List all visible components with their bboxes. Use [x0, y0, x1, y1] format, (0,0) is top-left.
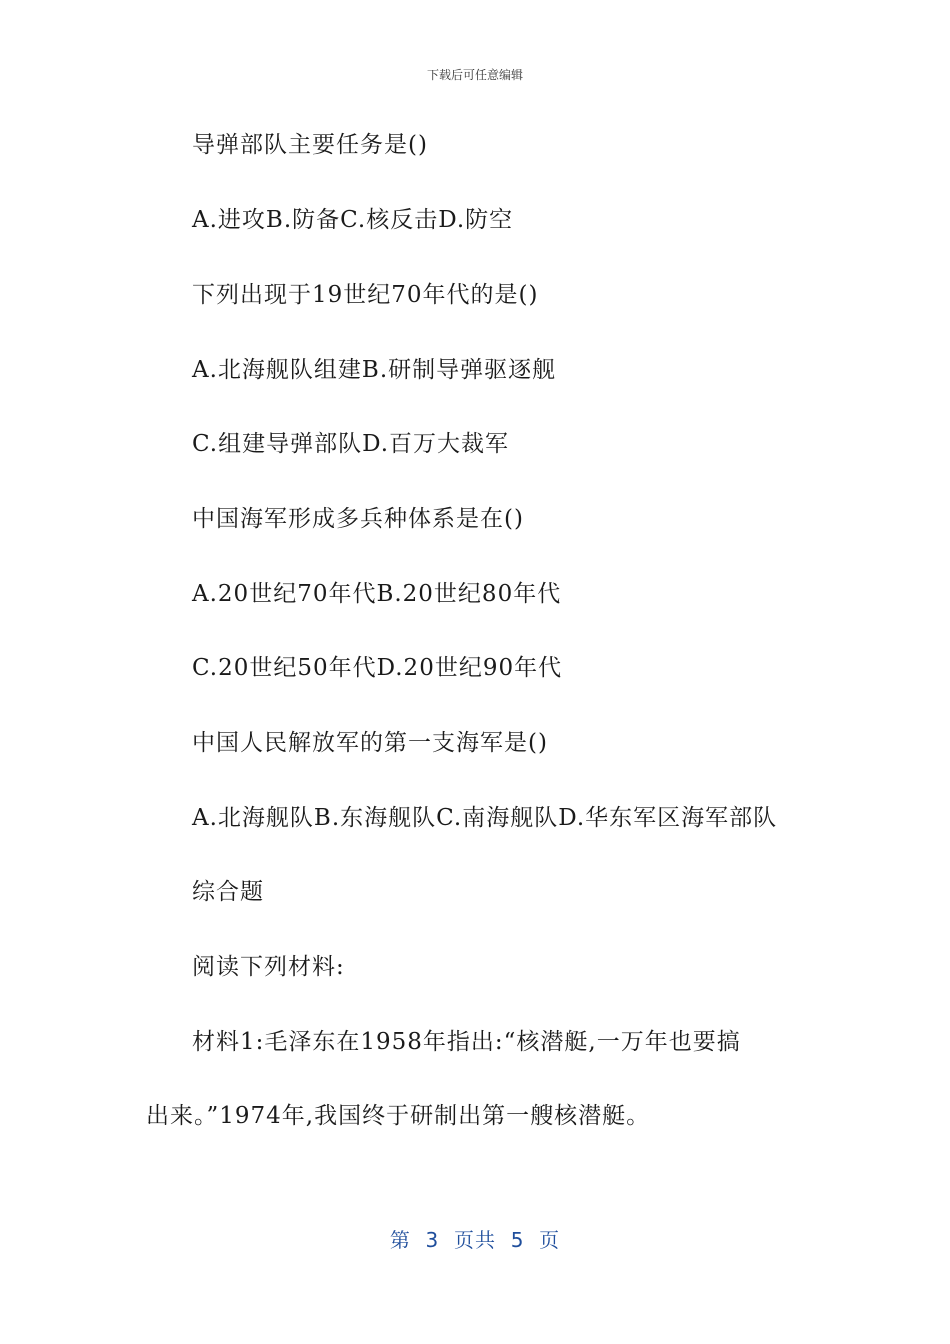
header-note: 下载后可任意编辑	[426, 68, 523, 82]
question-2-stem: 下列出现于19世纪70年代的是()	[192, 282, 539, 308]
question-2-options-a-b: A.北海舰队组建B.研制导弹驱逐舰	[192, 357, 557, 383]
question-3-options-a-b: A.20世纪70年代B.20世纪80年代	[192, 581, 562, 607]
material-1-line-2: 出来。”1974年,我国终于研制出第一艘核潜艇。	[146, 1103, 651, 1129]
question-3-options-c-d: C.20世纪50年代D.20世纪90年代	[192, 655, 563, 681]
question-1-options: A.进攻B.防备C.核反击D.防空	[192, 207, 514, 233]
question-4-stem: 中国人民解放军的第一支海军是()	[192, 730, 548, 756]
question-3-stem: 中国海军形成多兵种体系是在()	[192, 506, 524, 532]
question-4-options: A.北海舰队B.东海舰队C.南海舰队D.华东军区海军部队	[192, 805, 778, 831]
question-2-options-c-d: C.组建导弹部队D.百万大裁军	[192, 431, 510, 457]
question-1-stem: 导弹部队主要任务是()	[192, 132, 428, 158]
page-footer	[0, 1224, 950, 1253]
page-number-text: 第 3 页共 5 页	[389, 1228, 561, 1252]
instruction-text: 阅读下列材料:	[192, 954, 345, 980]
material-1-line-1: 材料1:毛泽东在1958年指出:“核潜艇,一万年也要搞	[192, 1029, 741, 1055]
section-heading: 综合题	[192, 879, 264, 905]
